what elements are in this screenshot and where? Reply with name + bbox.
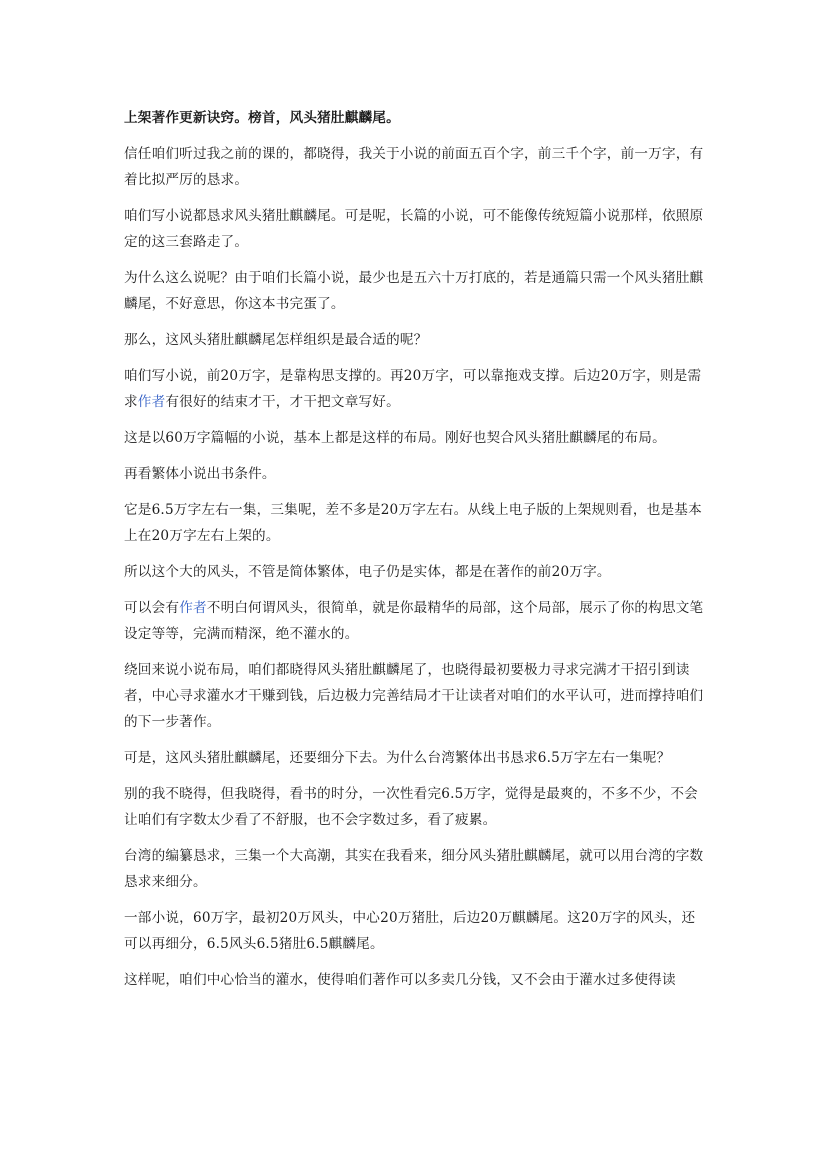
paragraph: 台湾的编纂恳求，三集一个大高潮，其实在我看来，细分风头猪肚麒麟尾，就可以用台湾的字数恳求来细分。 (124, 848, 704, 890)
paragraph-text: 可以会有 (124, 600, 180, 616)
author-link[interactable]: 作者 (137, 394, 166, 410)
paragraph: 它是6.5万字左右一集，三集呢，差不多是20万字左右。从线上电子版的上架规则看，也是基本上在20万字左右上架的。 (124, 502, 702, 544)
paragraph: 为什么这么说呢？由于咱们长篇小说，最少也是五六十万打底的，若是通篇只需一个风头猪肚麒麟尾，不好意思，你这本书完蛋了。 (124, 270, 704, 312)
article-body (124, 105, 706, 1003)
paragraph: 所以这个大的风头，不管是简体繁体，电子仍是实体，都是在著作的前20万字。 (124, 564, 611, 580)
paragraph-text: 咱们写小说，前20万字，是靠构思支撑的。再20万字，可以靠拖戏支撑。后边20万字，则是需求 (124, 368, 702, 410)
paragraph: 可是，这风头猪肚麒麟尾，还要细分下去。为什么台湾繁体出书恳求6.5万字左右一集呢？ (124, 750, 671, 766)
author-link[interactable]: 作者 (179, 600, 207, 616)
paragraph: 再看繁体小说出书条件。 (124, 466, 276, 482)
paragraph: 别的我不晓得，但我晓得，看书的时分，一次性看完6.5万字，觉得是最爽的，不多不少，不会让咱们有字数太少看了不舒服，也不会字数过多，看了疲累。 (124, 786, 698, 828)
paragraph (124, 363, 706, 415)
paragraph: 这样呢，咱们中心恰当的灌水，使得咱们著作可以多卖几分钱，又不会由于灌水过多使得读 (124, 972, 676, 988)
paragraph: 一部小说，60万字，最初20万风头，中心20万猪肚，后边20万麒麟尾。这20万字的风头，还可以再细分，6.5风头6.5猪肚6.5麒麟尾。 (124, 910, 696, 952)
paragraph: 这是以60万字篇幅的小说，基本上都是这样的布局。刚好也契合风头猪肚麒麟尾的布局。 (124, 430, 666, 446)
article-title: 上架著作更新诀窍。榜首，风头猪肚麒麟尾。 (124, 110, 400, 126)
paragraph: 那么，这风头猪肚麒麟尾怎样组织是最合适的呢？ (124, 332, 428, 348)
paragraph-text: 不明白何谓风头，很简单，就是你最精华的局部，这个局部，展示了你的构思文笔设定等等，完满而精深，绝不灌水的。 (124, 600, 704, 642)
paragraph (124, 595, 706, 647)
paragraph-text: 有很好的结束才干，才干把文章写好。 (165, 394, 400, 410)
paragraph: 信任咱们听过我之前的课的，都晓得，我关于小说的前面五百个字，前三千个字，前一万字，有着比拟严厉的恳求。 (124, 146, 704, 188)
paragraph: 绕回来说小说布局，咱们都晓得风头猪肚麒麟尾了，也晓得最初要极力寻求完满才干招引到读者，中心寻求灌水才干赚到钱，后边极力完善结局才干让读者对咱们的水平认可，进而撑持咱们的下一步著作。 (124, 662, 704, 730)
paragraph: 咱们写小说都恳求风头猪肚麒麟尾。可是呢，长篇的小说，可不能像传统短篇小说那样，依照原定的这三套路走了。 (124, 208, 704, 250)
